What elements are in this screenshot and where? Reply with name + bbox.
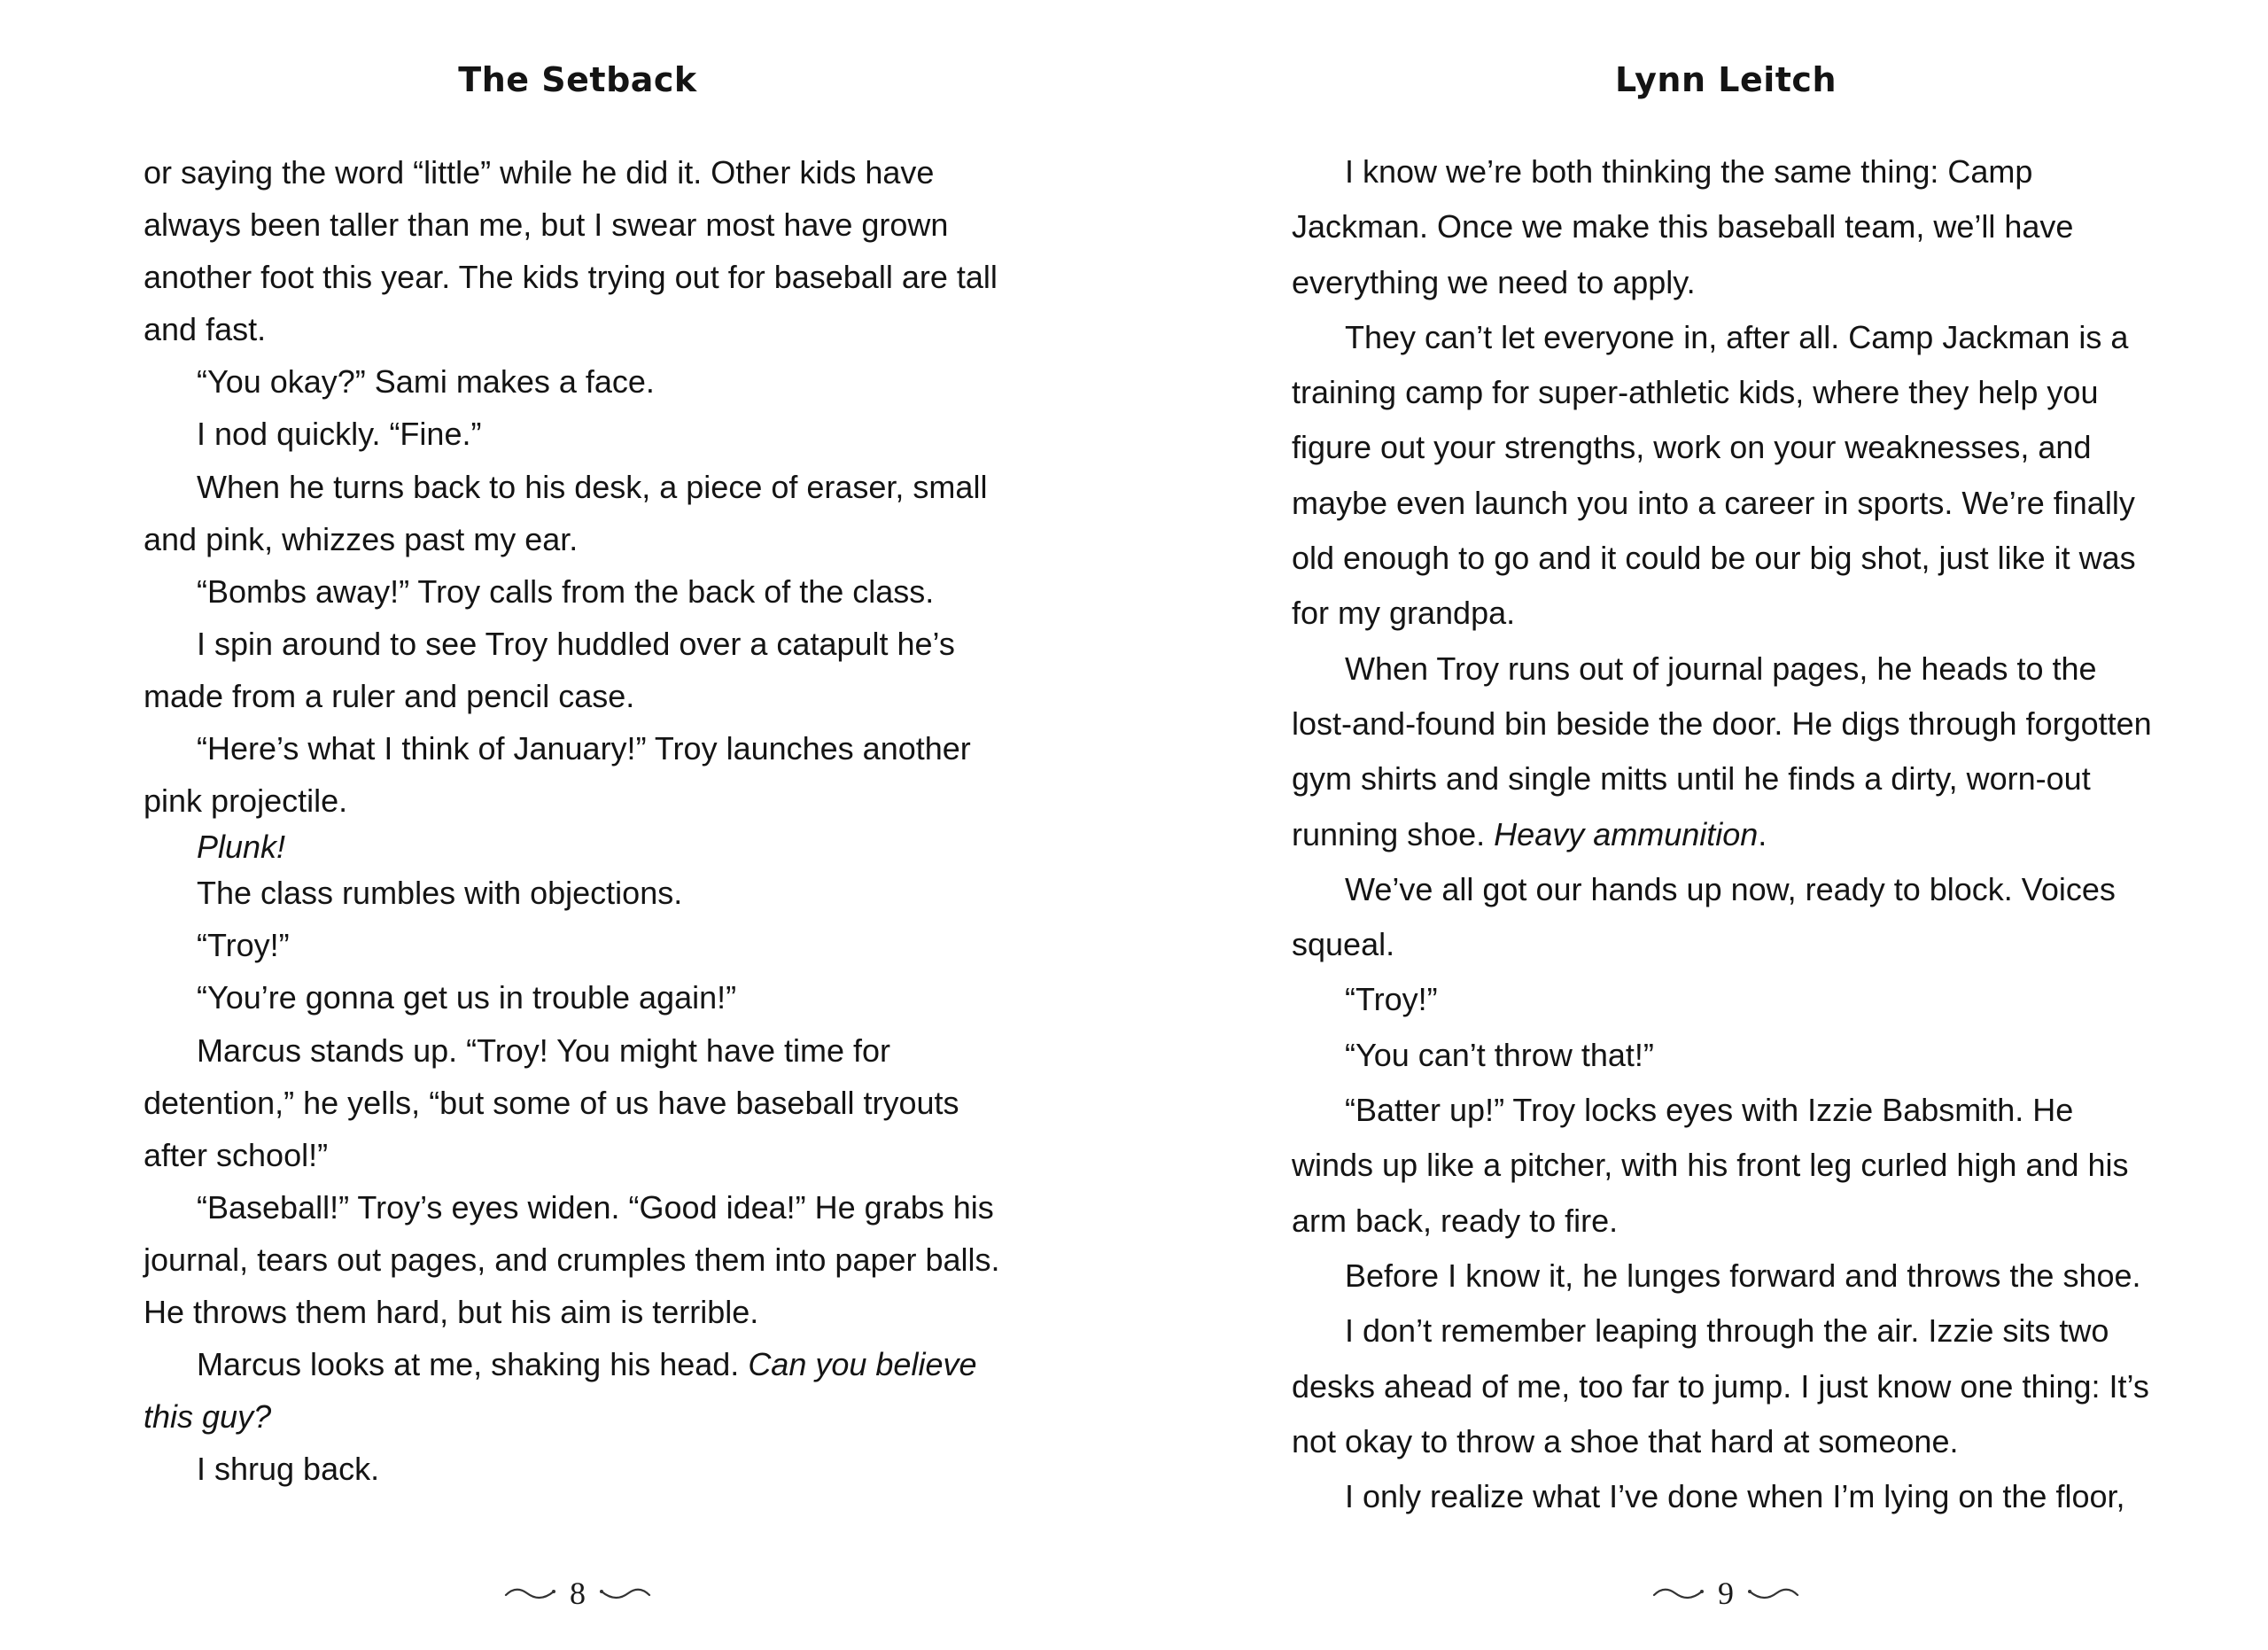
paragraph: The class rumbles with objections. xyxy=(197,875,683,912)
paragraph: Marcus stands up. “Troy! You might have time for detention,” he yells, “but some of us have baseball tryouts after school!” xyxy=(144,1031,959,1173)
paragraph: I only realize what I’ve done when I’m lying on the floor, xyxy=(1345,1478,2125,1515)
flourish-icon xyxy=(502,1583,557,1604)
paragraph: When he turns back to his desk, a piece of eraser, small and pink, whizzes past my ear. xyxy=(144,468,988,557)
italic-text: Plunk! xyxy=(197,829,286,866)
paragraph: Before I know it, he lunges forward and throws the shoe. xyxy=(1345,1257,2141,1294)
paragraph: We’ve all got our hands up now, ready to block. Voices squeal. xyxy=(1292,870,2116,963)
left-page-body xyxy=(144,146,1012,1495)
paragraph: “Troy!” xyxy=(1345,981,1438,1018)
page-number-footer xyxy=(1292,1567,2160,1620)
italic-text: Heavy ammunition xyxy=(1494,815,1759,852)
flourish-icon xyxy=(1746,1583,1801,1604)
page-number: 8 xyxy=(570,1576,586,1611)
running-head-author: Lynn Leitch xyxy=(1615,60,1837,99)
page-number-footer xyxy=(144,1567,1012,1620)
paragraph: I spin around to see Troy huddled over a catapult he’s made from a ruler and pencil case. xyxy=(144,625,955,714)
right-page xyxy=(1292,0,2160,1650)
paragraph: “Troy!” xyxy=(197,927,290,964)
paragraph-text: Marcus looks at me, shaking his head. xyxy=(197,1346,749,1383)
flourish-icon xyxy=(598,1583,653,1604)
paragraph: They can’t let everyone in, after all. Camp Jackman is a training camp for super-athletic kids, where they help you figure out your strengths, work on your weaknesses, and maybe even launch you into a career in sports. We’re finally old enough to go and it could be our big shot, just like it was for my grandpa. xyxy=(1292,318,2136,632)
paragraph: “You’re gonna get us in trouble again!” xyxy=(197,979,737,1016)
paragraph: I know we’re both thinking the same thing: Camp Jackman. Once we make this baseball team, we’ll have everything we need to apply. xyxy=(1292,153,2074,300)
paragraph xyxy=(1292,642,2160,862)
paragraph-text-after: . xyxy=(1758,815,1767,852)
paragraph: “Bombs away!” Troy calls from the back of the class. xyxy=(197,572,935,610)
left-page xyxy=(144,0,1012,1650)
paragraph: “Here’s what I think of January!” Troy launches another pink projectile. xyxy=(144,730,971,820)
paragraph: I shrug back. xyxy=(197,1451,380,1488)
paragraph-text: When Troy runs out of journal pages, he heads to the lost-and-found bin beside the door. He digs through forgotten gym shirts and single mitts until he finds a dirty, worn-out running shoe. xyxy=(1292,650,2152,852)
italic-text: Can you believe this guy? xyxy=(144,1346,977,1436)
paragraph: I nod quickly. “Fine.” xyxy=(197,416,482,453)
right-page-body xyxy=(1292,144,2160,1524)
paragraph: or saying the word “little” while he did it. Other kids have always been taller than me, but I swear most have grown another foot this year. The kids trying out for baseball are tall and fast. xyxy=(144,154,998,348)
paragraph xyxy=(144,1338,1012,1443)
paragraph: “Baseball!” Troy’s eyes widen. “Good idea!” He grabs his journal, tears out pages, and crumples them into paper balls. He throws them hard, but his aim is terrible. xyxy=(144,1188,1000,1330)
paragraph: “You can’t throw that!” xyxy=(1345,1036,1654,1073)
page-number: 9 xyxy=(1718,1576,1734,1611)
running-head-book-title: The Setback xyxy=(458,60,697,99)
paragraph: “Batter up!” Troy locks eyes with Izzie Babsmith. He winds up like a pitcher, with his front leg curled high and his arm back, ready to fire. xyxy=(1292,1092,2129,1239)
flourish-icon xyxy=(1651,1583,1705,1604)
paragraph: “You okay?” Sami makes a face. xyxy=(197,363,655,401)
paragraph: I don’t remember leaping through the air. Izzie sits two desks ahead of me, too far to jump. I just know one thing: It’s not okay to throw a shoe that hard at someone. xyxy=(1292,1312,2149,1459)
paragraph-italic xyxy=(144,827,1012,867)
